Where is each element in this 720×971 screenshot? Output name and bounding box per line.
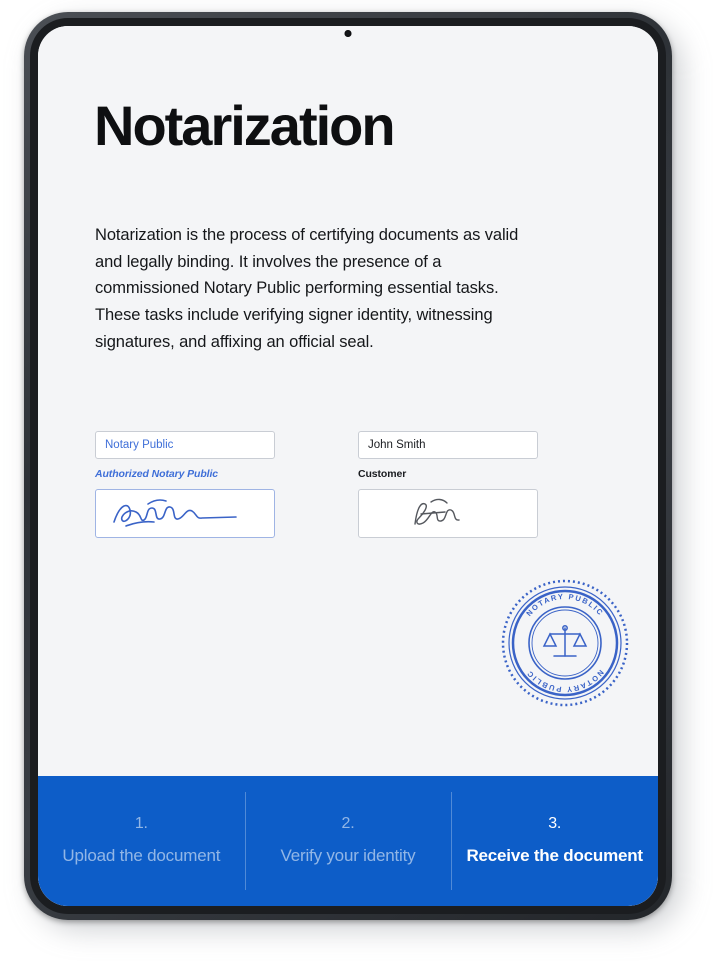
notary-name-field[interactable]: Notary Public [95, 431, 275, 459]
customer-signature-box[interactable] [358, 489, 538, 538]
step-1-label: Upload the document [62, 845, 221, 865]
tablet-device [24, 12, 672, 920]
notary-seal [500, 578, 630, 708]
step-2-verify[interactable] [245, 776, 452, 906]
step-2-number: 2. [341, 814, 355, 832]
customer-signature-block [358, 431, 538, 538]
notary-signature-icon [96, 490, 275, 538]
notary-seal-icon [500, 578, 630, 708]
intro-paragraph: Notarization is the process of certifying documents as valid and legally binding. It involves the presence of a commissioned Notary Public performing essential tasks. These tasks include verifying signer identity, witnessing signatures, and affixing an official seal. [95, 226, 519, 351]
svg-text:NOTARY PUBLIC: NOTARY PUBLIC [524, 668, 606, 695]
step-2-label: Verify your identity [280, 845, 416, 865]
step-3-receive[interactable] [451, 776, 658, 906]
progress-steps-bar [38, 776, 658, 906]
customer-signature-icon [359, 490, 538, 538]
step-3-label: Receive the document [466, 845, 643, 865]
tablet-screen [38, 26, 658, 906]
step-1-number: 1. [134, 814, 148, 832]
page-title: Notarization [94, 94, 394, 157]
notary-role-label: Authorized Notary Public [95, 468, 219, 480]
customer-name-field[interactable]: John Smith [358, 431, 538, 459]
front-camera-icon [345, 30, 352, 37]
document-page [38, 26, 658, 906]
step-1-upload[interactable] [38, 776, 245, 906]
step-3-number: 3. [548, 814, 562, 832]
svg-text:NOTARY PUBLIC: NOTARY PUBLIC [524, 591, 606, 618]
customer-role-label: Customer [358, 468, 407, 480]
notary-signature-box[interactable] [95, 489, 275, 538]
notary-signature-block [95, 431, 275, 538]
